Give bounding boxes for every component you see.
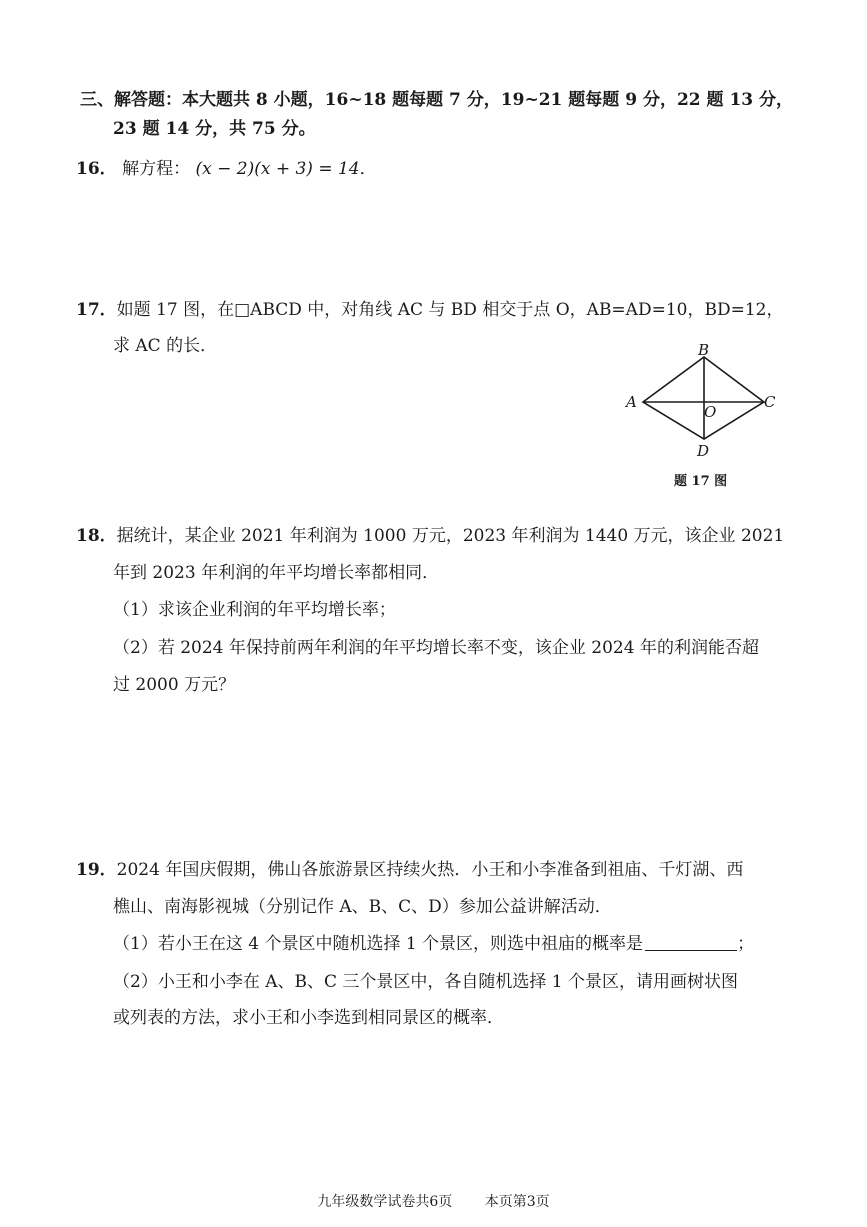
question-19-part2-line2: 或列表的方法，求小王和小李选到相同景区的概率． [113, 1008, 504, 1028]
footer-page-number: 本页第3页 [484, 1194, 550, 1210]
question-number: 16． [76, 159, 117, 179]
label-o: O [704, 403, 717, 421]
label-a: A [626, 393, 637, 411]
question-18-line2: 年到 2023 年利润的年平均增长率都相同． [113, 563, 440, 583]
question-number: 19． [76, 860, 117, 880]
figure-caption: 题 17 图 [674, 474, 728, 489]
figure-17 [618, 342, 788, 492]
question-17-line1 [76, 298, 783, 322]
question-number: 18． [76, 526, 117, 546]
question-19-part2-line1: （2）小王和小李在 A、B、C 三个景区中，各自随机选择 1 个景区，请用画树状图 [113, 972, 739, 992]
page-footer [0, 1192, 867, 1212]
part1-end: ； [737, 934, 755, 954]
label-d: D [697, 442, 710, 460]
question-end: ． [359, 159, 377, 179]
question-text: 据统计，某企业 2021 年利润为 1000 万元，2023 年利润为 1440 万元，该企业 2021 [116, 526, 785, 546]
label-b: B [698, 342, 710, 359]
question-18-part1: （1）求该企业利润的年平均增长率； [113, 600, 396, 620]
question-text: 解方程： [122, 159, 191, 179]
section-title-line1: 三、解答题：本大题共 8 小题，16~18 题每题 7 分，19~21 题每题 9 分，22 题 13 分， [80, 90, 794, 110]
label-c: C [764, 393, 776, 411]
part1-text: （1）若小王在这 4 个景区中随机选择 1 个景区，则选中祖庙的概率是 [113, 934, 644, 954]
question-18-part2-line1: （2）若 2024 年保持前两年利润的年平均增长率不变，该企业 2024 年的利润能否超 [113, 638, 759, 658]
question-19-line2: 樵山、南海影视城（分别记作 A、B、C、D）参加公益讲解活动． [113, 897, 612, 917]
section-title-line2: 23 题 14 分，共 75 分。 [113, 119, 316, 139]
question-text: 如题 17 图，在□ABCD 中，对角线 AC 与 BD 相交于点 O，AB=AD=10，BD=12， [116, 300, 784, 320]
question-text: 2024 年国庆假期，佛山各旅游景区持续火热．小王和小李准备到祖庙、千灯湖、西 [116, 860, 744, 880]
question-19-part1 [113, 932, 754, 956]
question-19-line1 [76, 858, 743, 882]
footer-total-pages: 九年级数学试卷共6页 [317, 1194, 453, 1210]
question-16 [76, 157, 377, 181]
question-18-line1 [76, 524, 784, 548]
answer-blank[interactable] [645, 932, 737, 951]
rhombus-diagram [618, 342, 788, 492]
equation: (x − 2)(x + 3) = 14 [195, 159, 360, 179]
question-18-part2-line2: 过 2000 万元？ [113, 675, 236, 695]
question-number: 17． [76, 300, 117, 320]
question-17-line2: 求 AC 的长． [113, 336, 218, 356]
